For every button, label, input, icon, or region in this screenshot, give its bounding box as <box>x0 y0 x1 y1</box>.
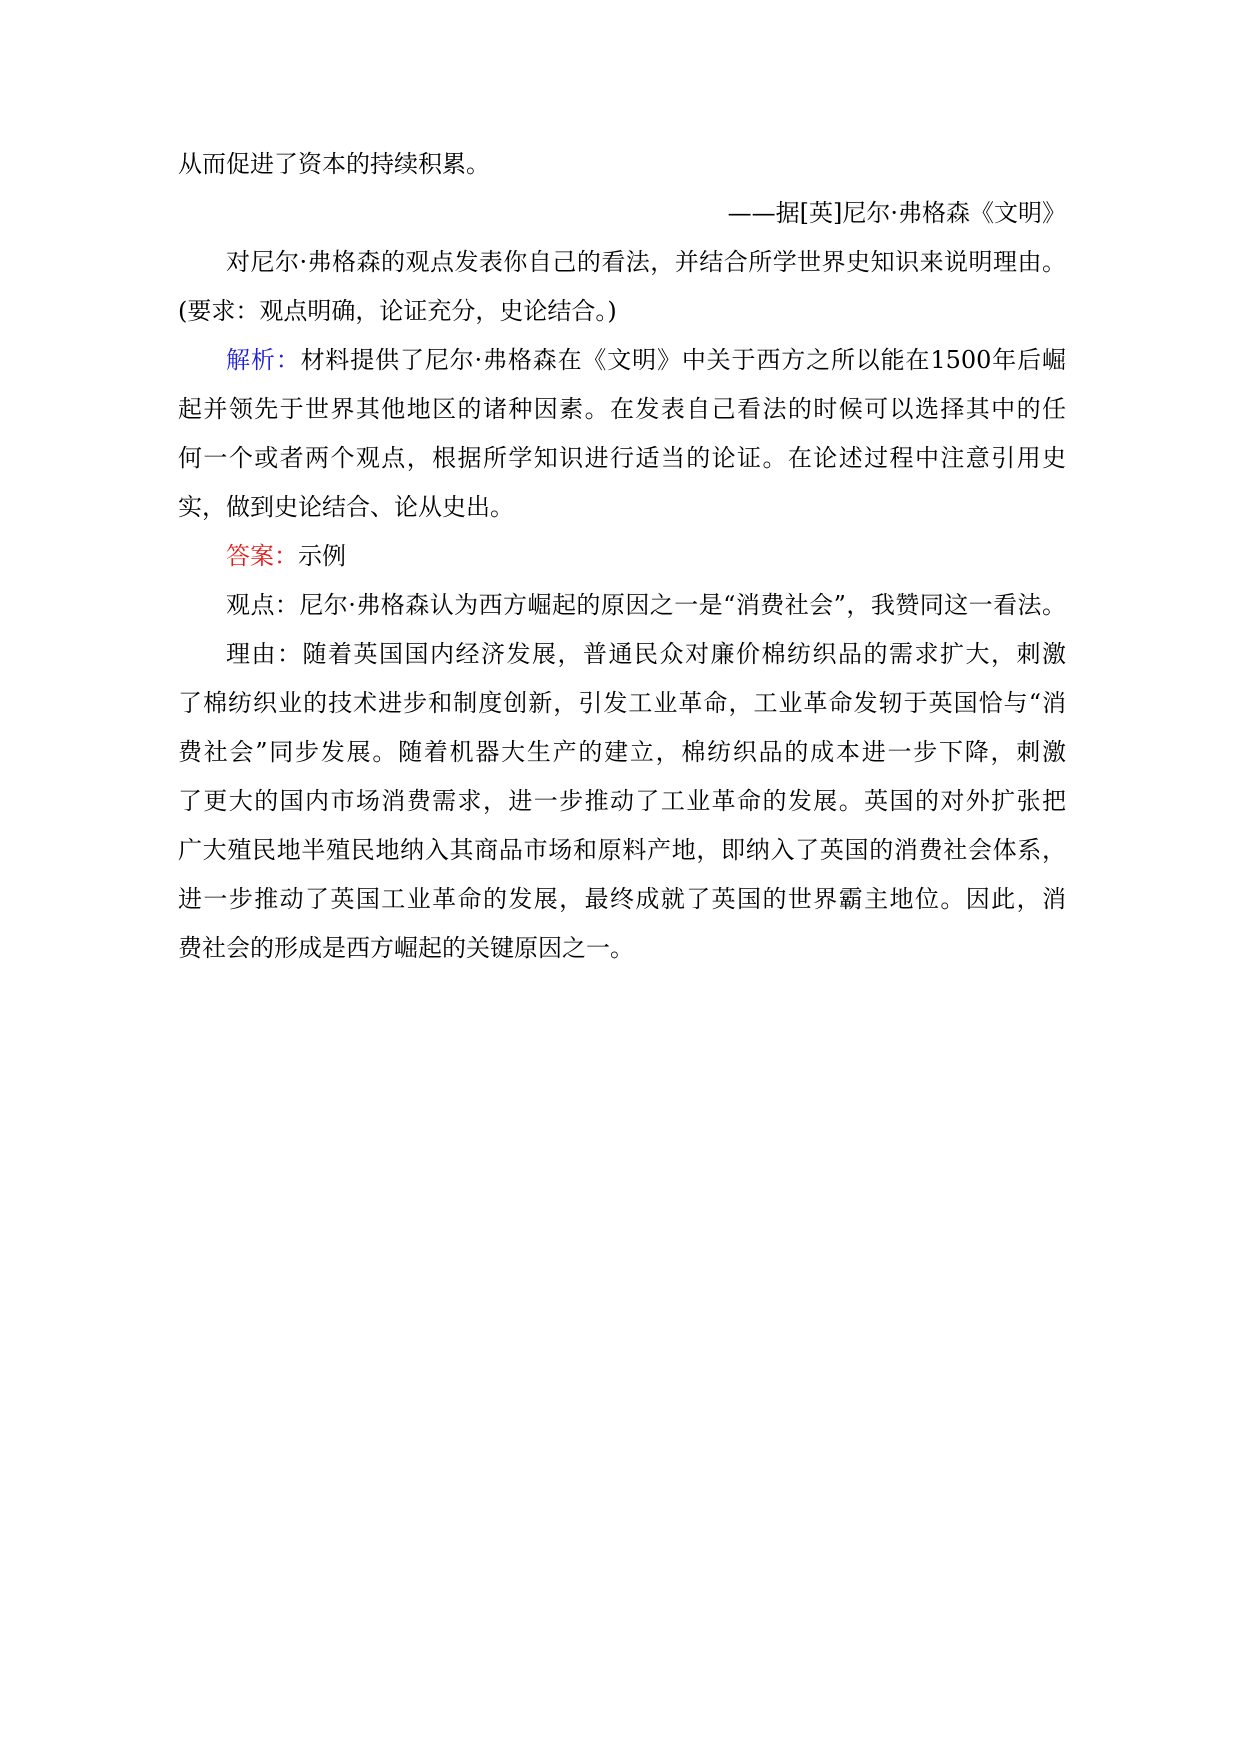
answer-line <box>178 532 1066 581</box>
answer-example: 示例 <box>298 542 346 570</box>
material-citation: ——据[英]尼尔·弗格森《文明》 <box>727 199 1066 227</box>
analysis-label: 解析： <box>226 346 301 374</box>
analysis-line-1 <box>178 336 1066 385</box>
document-body <box>178 140 1066 973</box>
analysis-line-3: 何一个或者两个观点，根据所学知识进行适当的论证。在论述过程中注意引用史 <box>178 444 1066 472</box>
analysis-text-1: 材料提供了尼尔·弗格森在《文明》中关于西方之所以能在1500年后崛 <box>300 346 1066 374</box>
answer-reason-line-2: 了棉纺织业的技术进步和制度创新，引发工业革命，工业革命发轫于英国恰与“消 <box>178 689 1066 717</box>
answer-reason-line-1: 理由：随着英国国内经济发展，普通民众对廉价棉纺织品的需求扩大，刺激 <box>226 640 1066 668</box>
question-prompt: 对尼尔·弗格森的观点发表你自己的看法，并结合所学世界史知识来说明理由。 <box>226 248 1066 276</box>
answer-label: 答案： <box>226 542 298 570</box>
analysis-line-2: 起并领先于世界其他地区的诸种因素。在发表自己看法的时候可以选择其中的任 <box>178 395 1066 423</box>
answer-viewpoint: 观点：尼尔·弗格森认为西方崛起的原因之一是“消费社会”，我赞同这一看法。 <box>226 591 1066 619</box>
answer-reason-line-3: 费社会”同步发展。随着机器大生产的建立，棉纺织品的成本进一步下降，刺激 <box>178 738 1066 766</box>
answer-reason-line-4: 了更大的国内市场消费需求，进一步推动了工业革命的发展。英国的对外扩张把 <box>178 787 1066 815</box>
analysis-line-4: 实，做到史论结合、论从史出。 <box>178 493 514 521</box>
answer-reason-line-5: 广大殖民地半殖民地纳入其商品市场和原料产地，即纳入了英国的消费社会体系， <box>178 836 1066 864</box>
answer-reason-line-6: 进一步推动了英国工业革命的发展，最终成就了英国的世界霸主地位。因此，消 <box>178 885 1066 913</box>
material-end-line: 从而促进了资本的持续积累。 <box>178 150 490 178</box>
question-requirements: (要求：观点明确，论证充分，史论结合。) <box>178 297 617 325</box>
answer-reason-line-7: 费社会的形成是西方崛起的关键原因之一。 <box>178 934 634 962</box>
